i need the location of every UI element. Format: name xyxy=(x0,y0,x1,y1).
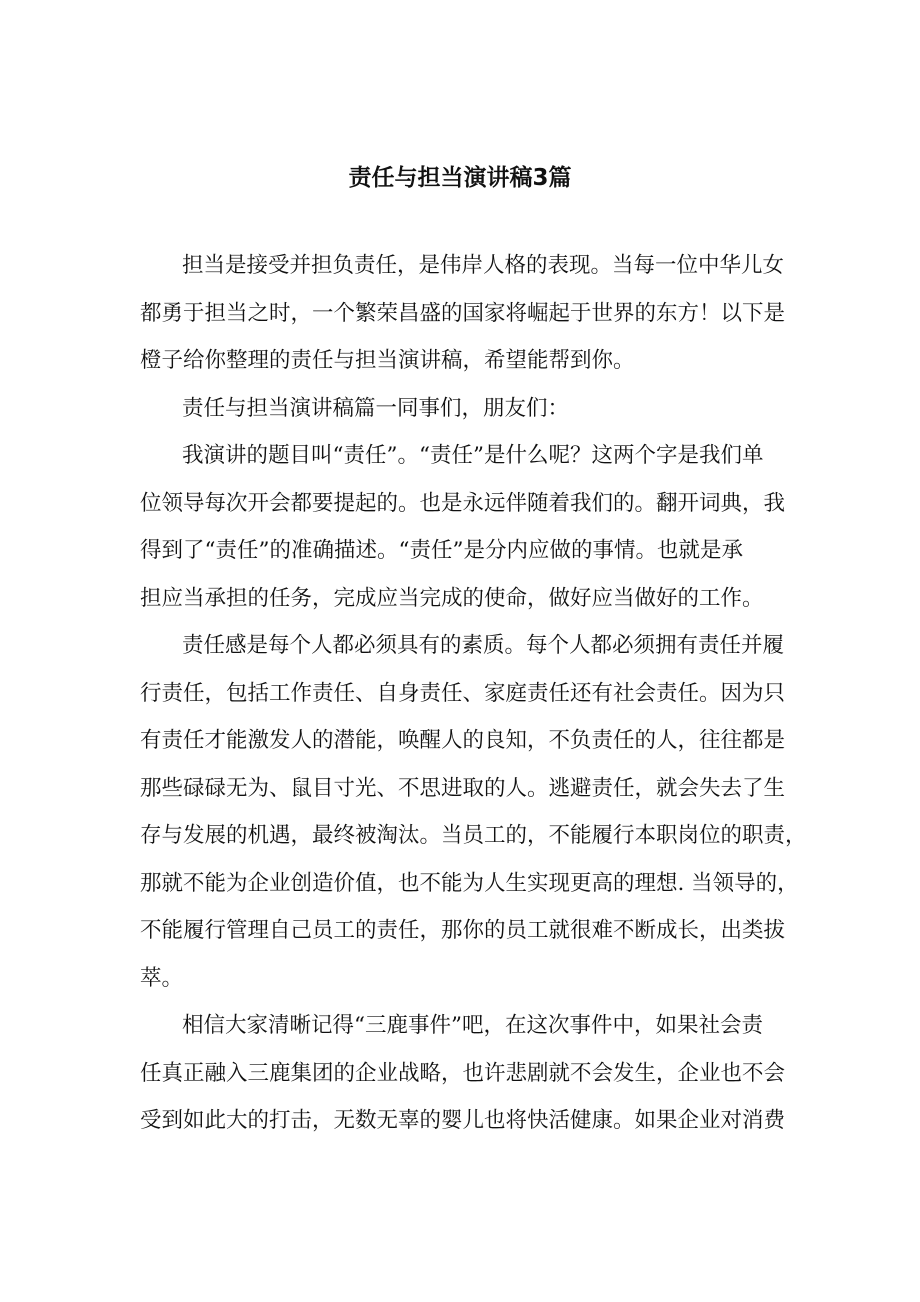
paragraph-line: 行责任，包括工作责任、自身责任、家庭责任还有社会责任。因为只 xyxy=(140,680,786,706)
paragraph-line: 那些碌碌无为、鼠目寸光、不思进取的人。逃避责任，就会失去了生 xyxy=(140,775,786,801)
paragraph-line: 得到了“责任”的准确描述。“责任”是分内应做的事情。也就是承 xyxy=(140,538,743,563)
paragraph-line: 受到如此大的打击，无数无辜的婴儿也将快活健康。如果企业对消费 xyxy=(140,1108,786,1133)
paragraph-line: 任真正融入三鹿集团的企业战略，也许悲剧就不会发生，企业也不会 xyxy=(140,1060,786,1086)
paragraph-line: 那就不能为企业创造价值，也不能为人生实现更高的理想. 当领导的， xyxy=(140,870,799,896)
paragraph-line: 责任与担当演讲稿篇一同事们，朋友们： xyxy=(182,395,570,421)
document-body xyxy=(140,242,807,1145)
paragraph-line: 存与发展的机遇，最终被淘汰。当员工的，不能履行本职岗位的职责， xyxy=(140,823,807,848)
paragraph-line: 萃。 xyxy=(140,965,184,991)
document-title: 责任与担当演讲稿3篇 xyxy=(348,165,572,191)
paragraph-line: 都勇于担当之时，一个繁荣昌盛的国家将崛起于世界的东方！以下是 xyxy=(140,300,786,326)
paragraph-line: 担当是接受并担负责任，是伟岸人格的表现。当每一位中华儿女 xyxy=(182,253,785,278)
paragraph-line: 责任感是每个人都必须具有的素质。每个人都必须拥有责任并履 xyxy=(182,633,785,658)
paragraph-line: 我演讲的题目叫“责任”。“责任”是什么呢？这两个字是我们单 xyxy=(182,443,764,468)
paragraph-line: 不能履行管理自己员工的责任，那你的员工就很难不断成长，出类拔 xyxy=(140,918,786,943)
paragraph-line: 有责任才能激发人的潜能，唤醒人的良知，不负责任的人，往往都是 xyxy=(140,728,786,753)
paragraph-line: 担应当承担的任务，完成应当完成的使命，做好应当做好的工作。 xyxy=(140,585,764,611)
paragraph-line: 位领导每次开会都要提起的。也是永远伴随着我们的。翻开词典，我 xyxy=(140,490,786,516)
paragraph-line: 橙子给你整理的责任与担当演讲稿，希望能帮到你。 xyxy=(140,348,635,373)
paragraph-line: 相信大家清晰记得“三鹿事件”吧，在这次事件中，如果社会责 xyxy=(182,1013,763,1038)
